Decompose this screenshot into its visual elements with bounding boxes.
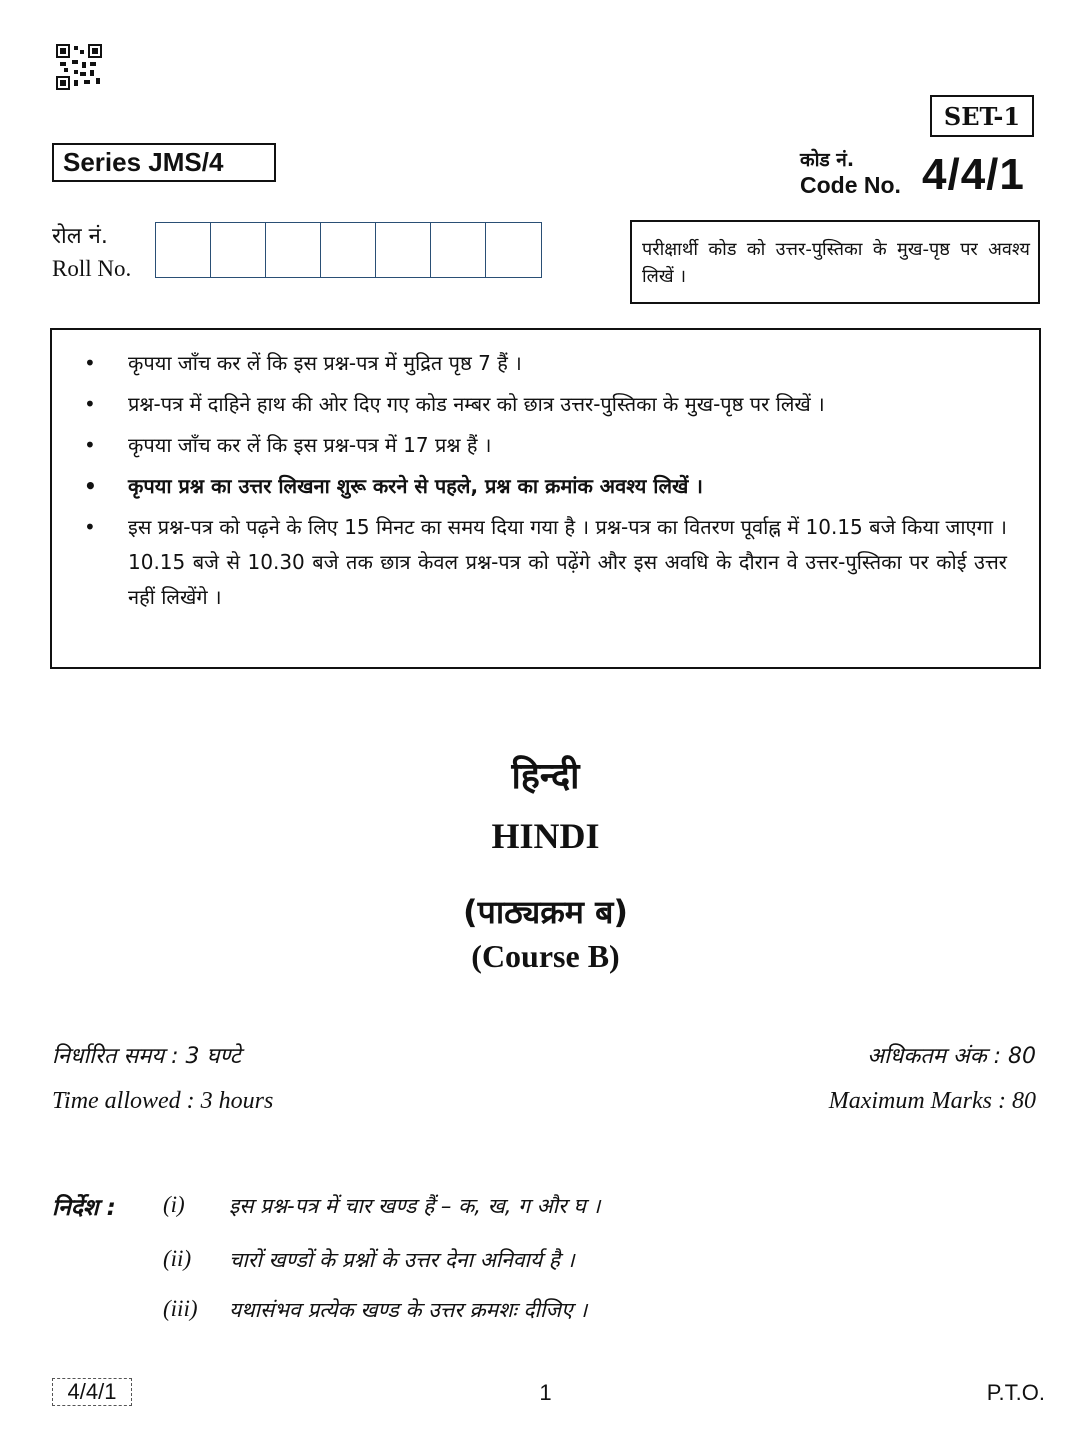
instruction-item <box>80 428 1007 463</box>
roll-digit-box[interactable] <box>321 223 376 277</box>
time-allowed-hindi: निर्धारित समय : 3 घण्टे <box>52 1044 241 1069</box>
instruction-text: कृपया जाँच कर लें कि इस प्रश्न-पत्र में 17 प्रश्न हैं । <box>128 433 492 457</box>
subject-title-english: HINDI <box>491 816 600 856</box>
bullet-icon: • <box>84 351 96 375</box>
bullet-icon: • <box>84 392 96 416</box>
direction-text: यथासंभव प्रत्येक खण्ड के उत्तर क्रमशः दीजिए । <box>229 1298 588 1322</box>
roll-label-english: Roll No. <box>52 256 132 281</box>
roll-number-boxes[interactable] <box>155 222 542 278</box>
roll-digit-box[interactable] <box>156 223 211 277</box>
roll-digit-box[interactable] <box>376 223 431 277</box>
page-number: 1 <box>539 1380 552 1405</box>
direction-number: (i) <box>163 1192 185 1217</box>
pto-label: P.T.O. <box>986 1380 1045 1405</box>
direction-text: चारों खण्डों के प्रश्नों के उत्तर देना अनिवार्य है । <box>229 1248 575 1272</box>
code-label-english: Code No. <box>800 172 901 198</box>
time-allowed-english: Time allowed : 3 hours <box>52 1088 274 1114</box>
roll-digit-box[interactable] <box>431 223 486 277</box>
direction-item <box>163 1296 587 1324</box>
bullet-icon: • <box>84 474 97 498</box>
instructions-box <box>50 328 1041 669</box>
candidate-code-note: परीक्षार्थी कोड को उत्तर-पुस्तिका के मुख-पृष्ठ पर अवश्य लिखें । <box>630 220 1040 304</box>
bullet-icon: • <box>84 515 96 539</box>
roll-label-hindi: रोल नं. <box>52 224 108 249</box>
max-marks-english: Maximum Marks : 80 <box>828 1088 1036 1114</box>
instruction-item <box>80 510 1007 615</box>
roll-digit-box[interactable] <box>486 223 541 277</box>
series-label: Series JMS/4 <box>52 143 276 182</box>
direction-item <box>163 1192 600 1220</box>
direction-number: (iii) <box>163 1296 198 1321</box>
qr-code-icon <box>56 44 102 90</box>
instruction-text: कृपया प्रश्न का उत्तर लिखना शुरू करने से पहले, प्रश्न का क्रमांक अवश्य लिखें । <box>128 474 703 498</box>
roll-digit-box[interactable] <box>266 223 321 277</box>
code-number: 4/4/1 <box>922 150 1025 199</box>
direction-number: (ii) <box>163 1246 192 1271</box>
course-title-english: (Course B) <box>471 938 620 974</box>
instruction-text: कृपया जाँच कर लें कि इस प्रश्न-पत्र में मुद्रित पृष्ठ 7 हैं । <box>128 351 522 375</box>
footer-code: 4/4/1 <box>52 1378 132 1406</box>
roll-digit-box[interactable] <box>211 223 266 277</box>
course-title-hindi: (पाठ्यक्रम ब) <box>463 893 628 931</box>
bullet-icon: • <box>84 433 96 457</box>
instruction-item <box>80 387 1007 422</box>
instruction-text: प्रश्न-पत्र में दाहिने हाथ की ओर दिए गए कोड नम्बर को छात्र उत्तर-पुस्तिका के मुख-पृष्ठ पर लिखें । <box>128 392 825 416</box>
instruction-item <box>80 346 1007 381</box>
instructions-list <box>80 346 1007 615</box>
direction-item <box>163 1246 575 1274</box>
subject-title-hindi: हिन्दी <box>511 756 580 797</box>
directions-label: निर्देश : <box>52 1195 116 1221</box>
instruction-text: इस प्रश्न-पत्र को पढ़ने के लिए 15 मिनट का समय दिया गया है । प्रश्न-पत्र का वितरण पूर्वाह्न में 10.15 बजे किया जाएगा । 10.15 बजे से 10.30 बजे तक छात्र केवल प्रश्न-पत्र को पढ़ेंगे और इस अवधि के दौरान वे उत्तर-पुस्तिका पर कोई उत्तर नहीं लिखेंगे । <box>128 515 1007 609</box>
set-badge: SET-1 <box>930 95 1034 137</box>
code-label-hindi: कोड नं. <box>800 149 855 171</box>
instruction-item <box>80 469 1007 504</box>
max-marks-hindi: अधिकतम अंक : 80 <box>867 1044 1036 1069</box>
direction-text: इस प्रश्न-पत्र में चार खण्ड हैं – क, ख, ग और घ । <box>229 1194 601 1218</box>
